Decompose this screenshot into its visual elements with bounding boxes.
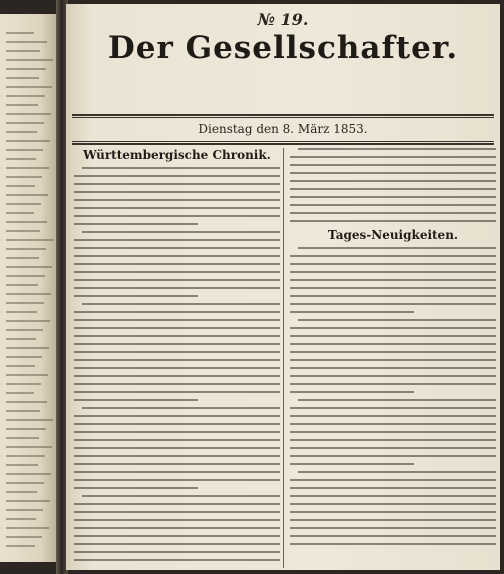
text-line [74, 279, 280, 281]
text-line [298, 319, 496, 321]
adjacent-text-line [6, 50, 40, 52]
adjacent-text-line [6, 95, 45, 97]
adjacent-text-line [6, 491, 37, 493]
column-divider [283, 148, 284, 568]
text-line [74, 343, 280, 345]
text-line [74, 399, 198, 401]
text-line [290, 495, 496, 497]
adjacent-page-edge [0, 14, 58, 562]
text-line [290, 479, 496, 481]
text-line [290, 351, 496, 353]
adjacent-text-line [6, 329, 43, 331]
text-line [82, 495, 280, 497]
text-line [74, 199, 280, 201]
text-line [290, 503, 496, 505]
text-line [290, 487, 496, 489]
text-line [74, 431, 280, 433]
adjacent-text-line [6, 140, 50, 142]
adjacent-text-line [6, 203, 41, 205]
text-line [290, 519, 496, 521]
left-column [74, 148, 280, 568]
article-text-block [290, 247, 496, 545]
text-line [82, 407, 280, 409]
text-line [74, 319, 280, 321]
text-line [74, 439, 280, 441]
adjacent-text-line [6, 59, 53, 61]
text-line [74, 383, 280, 385]
text-line [290, 287, 496, 289]
adjacent-text-line [6, 194, 48, 196]
adjacent-text-line [6, 383, 41, 385]
text-line [74, 415, 280, 417]
text-line [74, 487, 198, 489]
text-line [74, 551, 280, 553]
adjacent-text-line [6, 68, 46, 70]
text-line [298, 148, 496, 150]
text-line [82, 303, 280, 305]
adjacent-text-line [6, 527, 49, 529]
text-line [290, 367, 496, 369]
text-line [290, 383, 496, 385]
text-line [290, 535, 496, 537]
adjacent-text-line [6, 455, 45, 457]
text-line [74, 527, 280, 529]
text-line [290, 543, 496, 545]
adjacent-text-line [6, 392, 34, 394]
adjacent-text-line [6, 464, 38, 466]
adjacent-text-line [6, 473, 51, 475]
adjacent-text-line [6, 293, 51, 295]
text-line [290, 327, 496, 329]
text-line [290, 391, 414, 393]
adjacent-text-line [6, 410, 40, 412]
adjacent-text-line [6, 149, 43, 151]
adjacent-text-line [6, 104, 38, 106]
text-line [290, 463, 414, 465]
text-line [74, 263, 280, 265]
adjacent-text-line [6, 212, 34, 214]
adjacent-text-line [6, 482, 44, 484]
text-line [290, 335, 496, 337]
text-line [74, 287, 280, 289]
adjacent-text-line [6, 500, 50, 502]
adjacent-text-line [6, 437, 39, 439]
right-column [290, 148, 496, 568]
text-line [290, 180, 496, 182]
text-line [74, 311, 280, 313]
text-line [290, 343, 496, 345]
adjacent-text-line [6, 275, 45, 277]
text-line [290, 164, 496, 166]
text-line [74, 519, 280, 521]
adjacent-text-line [6, 158, 36, 160]
text-line [290, 220, 496, 222]
adjacent-text-line [6, 401, 47, 403]
adjacent-text-line [6, 545, 35, 547]
text-line [290, 255, 496, 257]
text-line [290, 455, 496, 457]
text-line [290, 439, 496, 441]
text-line [290, 303, 496, 305]
adjacent-text-line [6, 167, 49, 169]
text-line [74, 191, 280, 193]
adjacent-text-line [6, 239, 53, 241]
adjacent-text-line [6, 374, 48, 376]
text-line [290, 172, 496, 174]
adjacent-text-line [6, 176, 42, 178]
text-line [290, 212, 496, 214]
text-line [74, 535, 280, 537]
adjacent-text-line [6, 536, 42, 538]
dateline: Dienstag den 8. März 1853. [198, 122, 368, 136]
adjacent-text-line [6, 257, 39, 259]
text-line [290, 271, 496, 273]
article-text-block [290, 148, 496, 222]
newspaper-page [66, 4, 500, 570]
adjacent-text-line [6, 77, 39, 79]
text-line [74, 223, 198, 225]
text-line [290, 447, 496, 449]
adjacent-text-line [6, 221, 47, 223]
text-line [290, 359, 496, 361]
text-line [74, 391, 280, 393]
text-line [82, 167, 280, 169]
text-line [74, 463, 280, 465]
adjacent-text-line [6, 86, 52, 88]
adjacent-text-line [6, 320, 50, 322]
dateline-rule [72, 141, 494, 142]
adjacent-text-line [6, 230, 40, 232]
text-line [74, 543, 280, 545]
adjacent-text-line [6, 311, 37, 313]
adjacent-text-line [6, 446, 52, 448]
adjacent-text-line [6, 347, 49, 349]
adjacent-text-line [6, 284, 38, 286]
text-line [74, 255, 280, 257]
adjacent-text-line [6, 41, 47, 43]
adjacent-text-line [6, 122, 44, 124]
adjacent-text-line [6, 266, 52, 268]
text-line [74, 183, 280, 185]
text-line [74, 351, 280, 353]
adjacent-text-line [6, 338, 36, 340]
text-line [290, 375, 496, 377]
masthead-rule [72, 117, 494, 118]
text-line [74, 247, 280, 249]
issue-number: № 19. [257, 10, 309, 29]
adjacent-text-line [6, 356, 42, 358]
text-line [290, 407, 496, 409]
text-line [74, 423, 280, 425]
text-line [74, 503, 280, 505]
text-line [74, 215, 280, 217]
dateline-rule [72, 143, 494, 145]
adjacent-text-line [6, 419, 53, 421]
adjacent-text-line [6, 131, 37, 133]
text-line [74, 367, 280, 369]
adjacent-text-line [6, 428, 46, 430]
text-line [74, 471, 280, 473]
text-line [298, 471, 496, 473]
text-line [290, 279, 496, 281]
text-line [74, 295, 198, 297]
text-line [290, 511, 496, 513]
text-line [82, 231, 280, 233]
text-line [74, 479, 280, 481]
masthead-title: Der Gesellschafter. [107, 30, 459, 66]
text-line [298, 399, 496, 401]
text-line [74, 271, 280, 273]
text-line [74, 511, 280, 513]
text-line [290, 415, 496, 417]
text-line [290, 188, 496, 190]
text-line [298, 247, 496, 249]
adjacent-text-line [6, 113, 51, 115]
text-line [290, 263, 496, 265]
text-line [74, 327, 280, 329]
text-line [74, 559, 280, 561]
text-line [74, 335, 280, 337]
section-heading: Tages-Neuigkeiten. [327, 228, 459, 242]
adjacent-text-line [6, 365, 35, 367]
text-line [290, 423, 496, 425]
adjacent-text-line [6, 32, 34, 34]
text-line [290, 196, 496, 198]
text-line [290, 311, 414, 313]
masthead-rule [72, 114, 494, 116]
text-line [290, 156, 496, 158]
section-heading: Württembergische Chronik. [83, 148, 271, 162]
adjacent-text-line [6, 518, 36, 520]
adjacent-text-line [6, 248, 46, 250]
text-line [74, 375, 280, 377]
text-line [290, 527, 496, 529]
text-line [290, 431, 496, 433]
text-line [74, 455, 280, 457]
text-line [74, 175, 280, 177]
text-line [290, 295, 496, 297]
article-text-block [74, 167, 280, 561]
text-line [74, 359, 280, 361]
text-line [74, 447, 280, 449]
adjacent-text-line [6, 509, 43, 511]
adjacent-text-line [6, 302, 44, 304]
text-line [74, 239, 280, 241]
adjacent-text-line [6, 185, 35, 187]
text-line [74, 207, 280, 209]
text-line [290, 204, 496, 206]
